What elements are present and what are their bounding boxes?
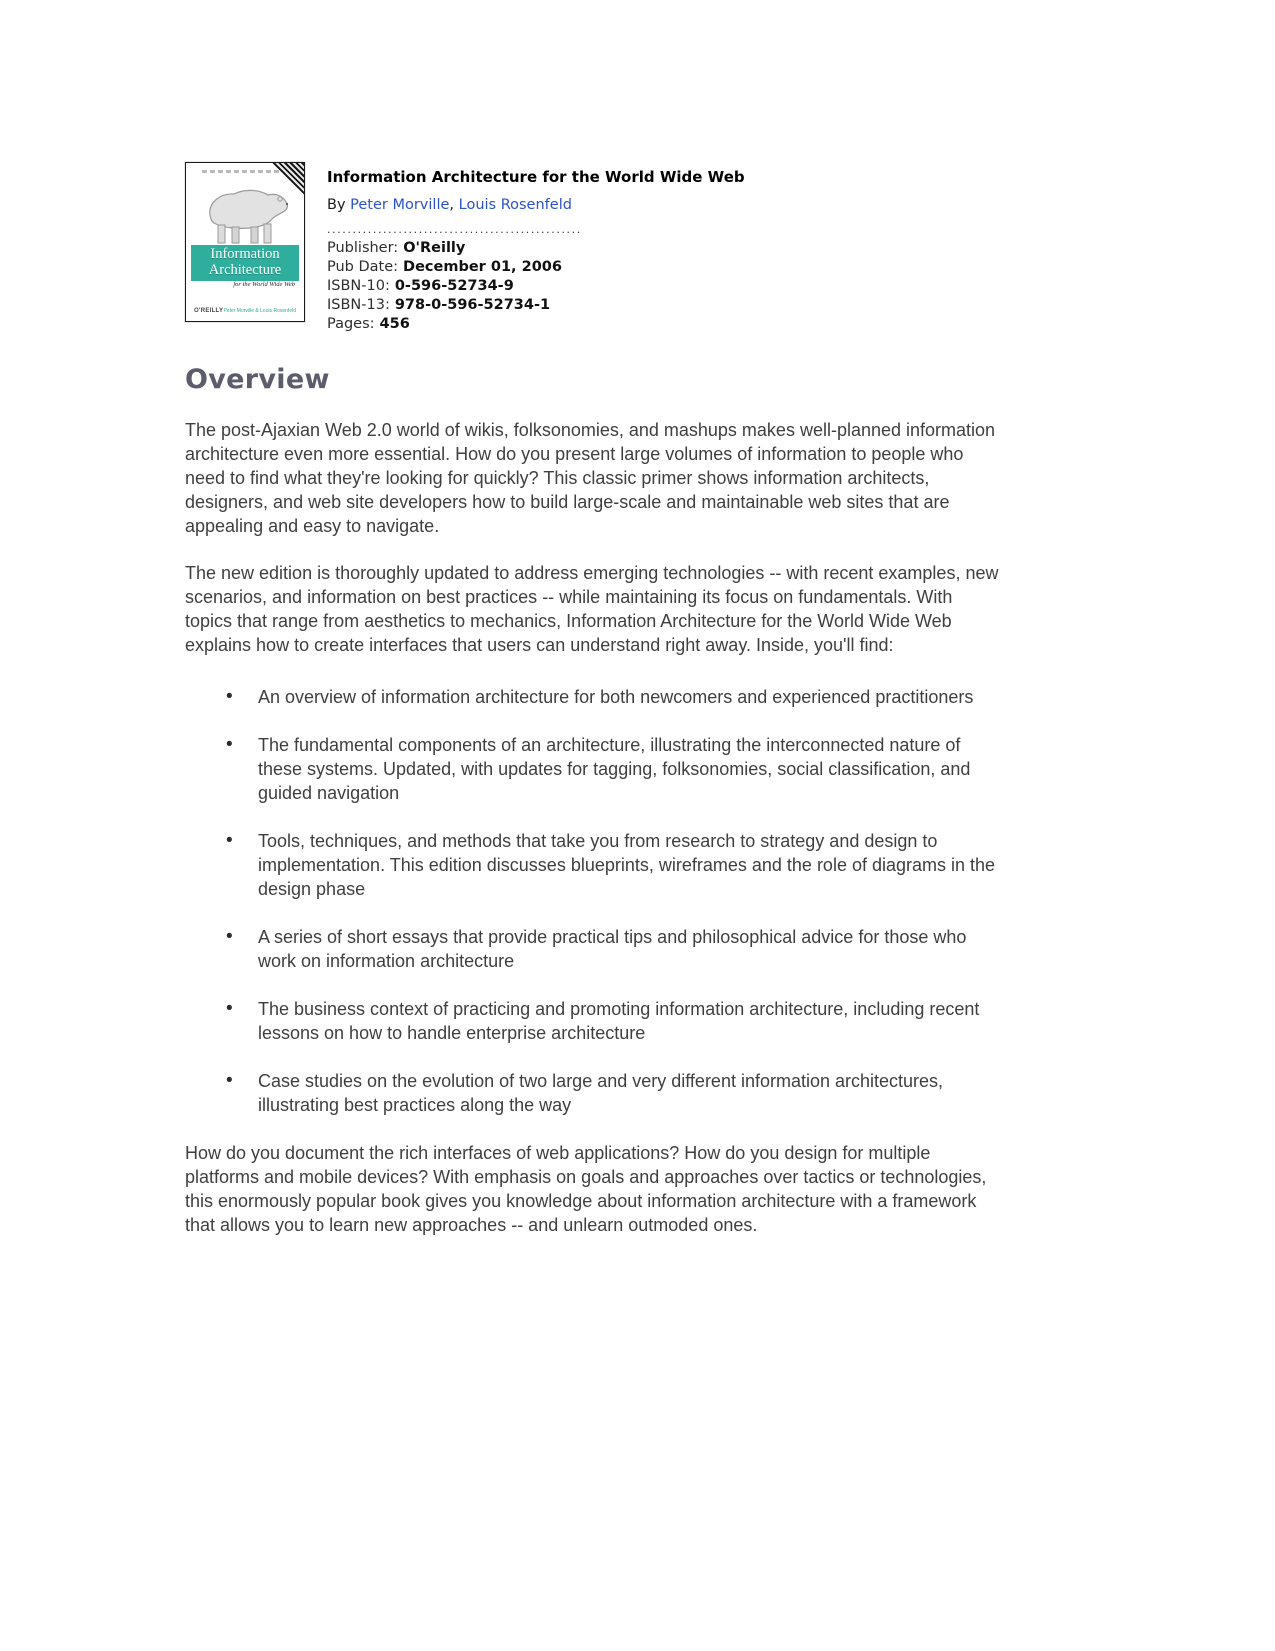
bullet-item: • An overview of information architecture for both newcomers and experienced practitioners [185,685,1003,709]
cover-title-band [191,245,299,281]
cover-authors-small: Peter Morville & Louis Rosenfeld [223,308,296,314]
meta-row-pages [327,315,745,334]
overview-paragraph-1: The post-Ajaxian Web 2.0 world of wikis, folksonomies, and mashups makes well-planned information architecture even more essential. How do you present large volumes of information to people who need to find what they're looking for quickly? This classic primer shows information architects, designers, and web site developers how to build large-scale and maintainable web sites that are appealing and easy to navigate. [185,420,996,536]
meta-value: O'Reilly [403,240,466,256]
overview-paragraph-2: The new edition is thoroughly updated to address emerging technologies -- with recent examples, new scenarios, and information on best practices -- while maintaining its focus on fundamentals. With topics that range from aesthetics to mechanics, Information Architecture for the World Wide Web explains how to create interfaces that users can understand right away. Inside, you'll find: [185,563,999,655]
closing-paragraph: How do you document the rich interfaces of web applications? How do you design for multiple platforms and mobile devices? With emphasis on goals and approaches over tactics or technologies, this enormously popular book gives you knowledge about information architecture with a framework that allows you to learn new approaches -- and unlearn outmoded ones. [185,1143,987,1235]
overview-heading: Overview [185,364,330,395]
meta-value: 978-0-596-52734-1 [394,297,551,313]
meta-row-isbn10 [327,277,745,296]
meta-row-pub-date [327,258,745,277]
polar-bear-illustration [196,181,296,247]
meta-value: 0-596-52734-9 [394,278,514,294]
meta-value: December 01, 2006 [403,259,562,275]
meta-row-isbn13 [327,296,745,315]
cover-title-line1: Information [210,246,280,262]
bullet-item: • The fundamental components of an architecture, illustrating the interconnected nature of these systems. Updated, with updates for tagging, folksonomies, social classification, and guided navigation [185,733,1003,805]
meta-label: Pages: [327,316,375,332]
bullet-item: • Tools, techniques, and methods that take you from research to strategy and design to implementation. This edition discusses blueprints, wireframes and the role of diagrams in the design phase [185,829,1003,901]
by-label: By [327,197,351,213]
oreilly-logo: O'REILLY [194,308,224,314]
cover-title-line2: Architecture [208,261,282,278]
feature-bullet-list [185,685,1003,1117]
author-separator: , [449,197,459,213]
bullet-item: • A series of short essays that provide practical tips and philosophical advice for those who work on information architecture [185,925,1003,973]
bullet-item: • Case studies on the evolution of two large and very different information architectures, illustrating best practices along the way [185,1069,1003,1117]
author-link-peter-morville[interactable]: Peter Morville [350,197,450,213]
bullet-item: • The business context of practicing and promoting information architecture, including recent lessons on how to handle enterprise architecture [185,997,1003,1045]
overview-body [185,418,1003,1237]
cover-top-decoration [202,170,282,173]
book-byline [327,197,745,213]
cover-bottom-row [194,308,296,314]
author-link-louis-rosenfeld[interactable]: Louis Rosenfeld [458,197,572,213]
meta-label: ISBN-13: [327,297,390,313]
book-meta-list [327,239,745,334]
book-title: Information Architecture for the World Wide Web [327,168,745,186]
meta-label: Pub Date: [327,259,399,275]
meta-row-publisher [327,239,745,258]
book-info [327,162,745,334]
meta-label: Publisher: [327,240,399,256]
dotted-separator: .................................................. [327,223,582,236]
book-header [185,162,1003,334]
meta-value: 456 [379,316,410,332]
meta-label: ISBN-10: [327,278,390,294]
content-column [185,162,1003,1260]
book-cover-image [185,162,305,322]
cover-subtitle: for the World Wide Web [233,281,295,288]
